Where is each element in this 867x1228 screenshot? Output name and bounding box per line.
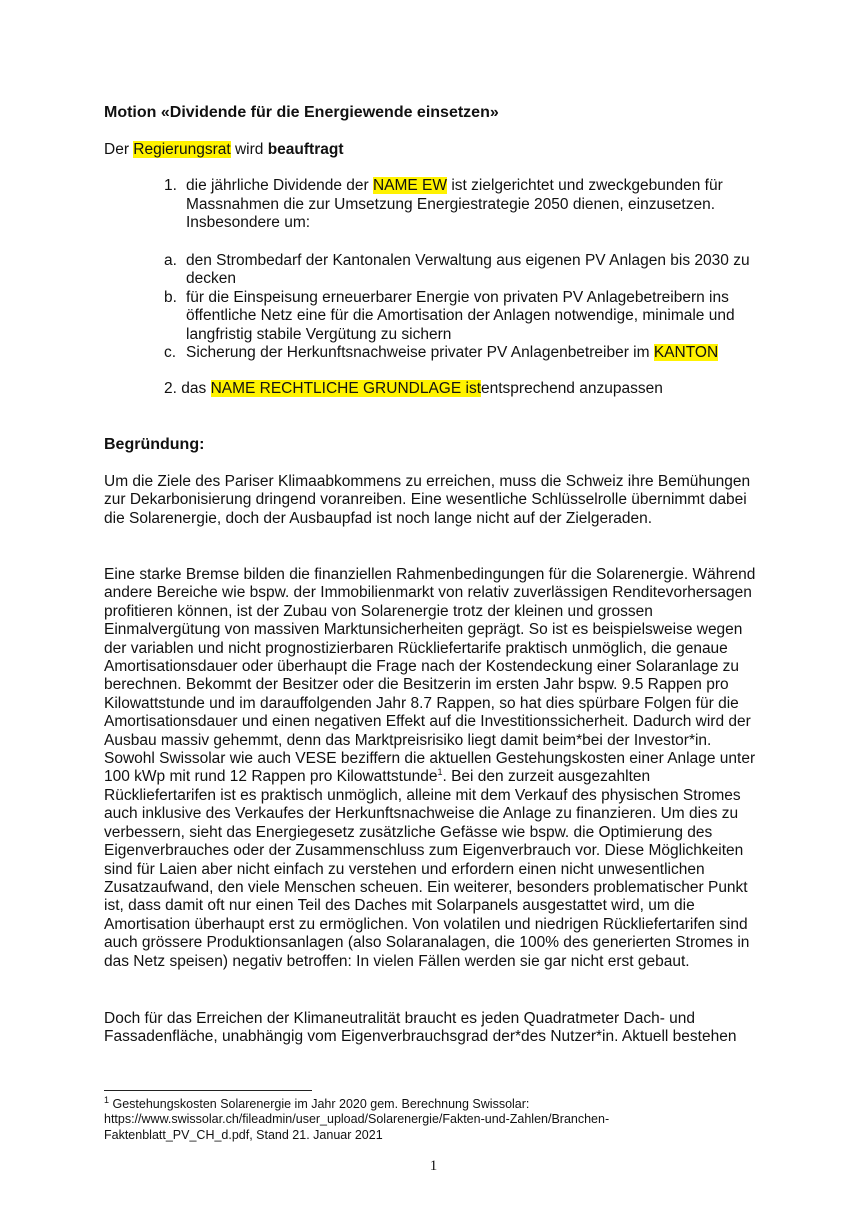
item-1-text [186, 177, 774, 233]
item-1-pre: die jährliche Dividende der [186, 177, 373, 194]
sub-item-a [164, 252, 774, 289]
sub-item-c [164, 344, 774, 362]
paragraph-1: Um die Ziele des Pariser Klimaabkommens zu erreichen, muss die Schweiz ihre Bemühungen zur Dekarbonisierung dringend voranreiben. Eine wesentliche Schlüsselrolle übernimmt dabei die Solarenergie, doch der Ausbaupfad ist noch lange nicht auf der Zielgeraden. [104, 473, 751, 527]
sub-item-c-text: Sicherung der Herkunftsnachweise privater PV Anlagenbetreiber im [186, 344, 654, 362]
item-2-marker: 2. [164, 380, 177, 397]
page-number: 1 [429, 1158, 438, 1174]
intro-bold: beauftragt [267, 141, 344, 158]
footnote [104, 1094, 724, 1143]
footnote-text: Gestehungskosten Solarenergie im Jahr 2020 gem. Berechnung Swissolar: https://www.swissolar.ch/fileadmin/user_upload/Solarenergie/Fakten-und-Zahlen/Branchen-Faktenblatt_PV_CH_d.pdf, Stand 21. Januar 2021 [104, 1097, 610, 1142]
paragraph-3: Doch für das Erreichen der Klimaneutralität braucht es jeden Quadratmeter Dach- und Fassadenfläche, unabhängig vom Eigenverbrauchsgrad der*des Nutzer*in. Aktuell bestehen [104, 1010, 737, 1046]
intro-mid: wird [230, 141, 268, 158]
paragraph-2 [104, 566, 764, 971]
sub-list [164, 252, 774, 362]
sub-item-a-text: den Strombedarf der Kantonalen Verwaltung aus eigenen PV Anlagen bis 2030 zu decken [186, 252, 750, 288]
sub-item-b-text: für die Einspeisung erneuerbarer Energie von privaten PV Anlagebetreibern ins öffentliche Netz eine für die Amortisation der Anlagen notwendige, minimale und langfristig stabile Vergütung zu sichern [186, 288, 735, 343]
paragraph-2-part-2: . Bei den zurzeit ausgezahlten Rückliefertarifen ist es praktisch unmöglich, alleine mit dem Verkauf des physischen Stromes auch inklusive des Verkaufes der Herkunftsnachweise die Anlage zu finanzieren. Um dies zu verbessern, sieht das Energiegesetz zusätzliche Gefässe wie bspw. die Optimierung des Eigenverbrauches oder der Zusammenschluss zum Eigenverbrauch vor. Diese Möglichkeiten sind für Laien aber nicht einfach zu verstehen und erfordern einen nicht unwesentlichen Zusatzaufwand, den viele Menschen scheuen. Ein weiterer, besonders problematischer Punkt ist, dass damit oft nur einen Teil des Daches mit Solarpanels ausgestattet wird, um die Amortisation überhaupt erst zu ermöglichen. Von volatilen und niedrigen Rückliefertarifen sind auch grössere Produktionsanlagen (also Solaranalagen, die 100% des generierten Stromes in das Netz speisen) negativ betroffen: In vielen Fällen werden sie gar nicht erst gebaut. [104, 768, 750, 970]
sub-item-b-marker: b. [164, 288, 177, 306]
footnote-separator [104, 1090, 312, 1091]
sub-item-a-marker: a. [164, 252, 177, 269]
highlight-name-ew: NAME EW [372, 177, 448, 194]
numbered-item-2 [164, 380, 663, 398]
item-1-post: ist zielgerichtet und zweckgebunden für Massnahmen die zur Umsetzung Energiestrategie 2050 dienen, einzusetzen. Insbesondere um: [186, 177, 723, 231]
intro-line [104, 141, 344, 159]
footnote-marker: 1 [104, 1094, 110, 1105]
sub-item-c-marker: c. [164, 344, 177, 362]
item-2-ist: ist [461, 380, 481, 397]
footnote-ref[interactable]: 1 [437, 767, 443, 778]
paragraph-2-part-1: Eine starke Bremse bilden die finanziellen Rahmenbedingungen für die Solarenergie. Während andere Bereiche wie bspw. der Immobilienmarkt von relativ zuverlässigen Renditevorhersagen profitieren können, ist der Zubau von Solarenergie trotz der kleinen und grossen Einmalvergütung von massiven Marktunsicherheiten geprägt. So ist es beispielsweise wegen der variablen und nicht prognostizierbaren Rückliefertarife praktisch unmöglich, die genaue Amortisationsdauer oder überhaupt die Frage nach der Kostendeckung einer Solaranlage zu berechnen. Bekommt der Besitzer oder die Besitzerin im ersten Jahr bspw. 9.5 Rappen pro Kilowattstunde und im darauffolgenden Jahr 8.7 Rappen, so hat dies spürbare Folgen für die Amortisationsdauer und einen negativen Effekt auf die Investitionssicherheit. Dadurch wird der Ausbau massiv gehemmt, denn das Marktpreisrisiko liegt damit beim*bei der Investor*in. Sowohl Swissolar wie auch VESE beziffern die aktuellen Gestehungskosten einer Anlage unter 100 kWp mit rund 12 Rappen pro Kilowattstunde [104, 566, 756, 786]
item-1-marker: 1. [164, 177, 177, 194]
item-2-pre: das [181, 380, 211, 397]
intro-pre: Der [104, 141, 134, 158]
highlight-regierungsrat: Regierungsrat [133, 141, 231, 158]
motion-title: Motion «Dividende für die Energiewende einsetzen» [104, 104, 499, 121]
begruendung-heading: Begründung: [104, 436, 205, 453]
sub-item-b [164, 289, 774, 344]
item-2-post: entsprechend anzupassen [481, 380, 663, 397]
highlight-kanton: KANTON [653, 344, 719, 362]
numbered-item-1 [164, 177, 774, 233]
highlight-rechtliche-grundlage: NAME RECHTLICHE GRUNDLAGE [210, 380, 462, 397]
